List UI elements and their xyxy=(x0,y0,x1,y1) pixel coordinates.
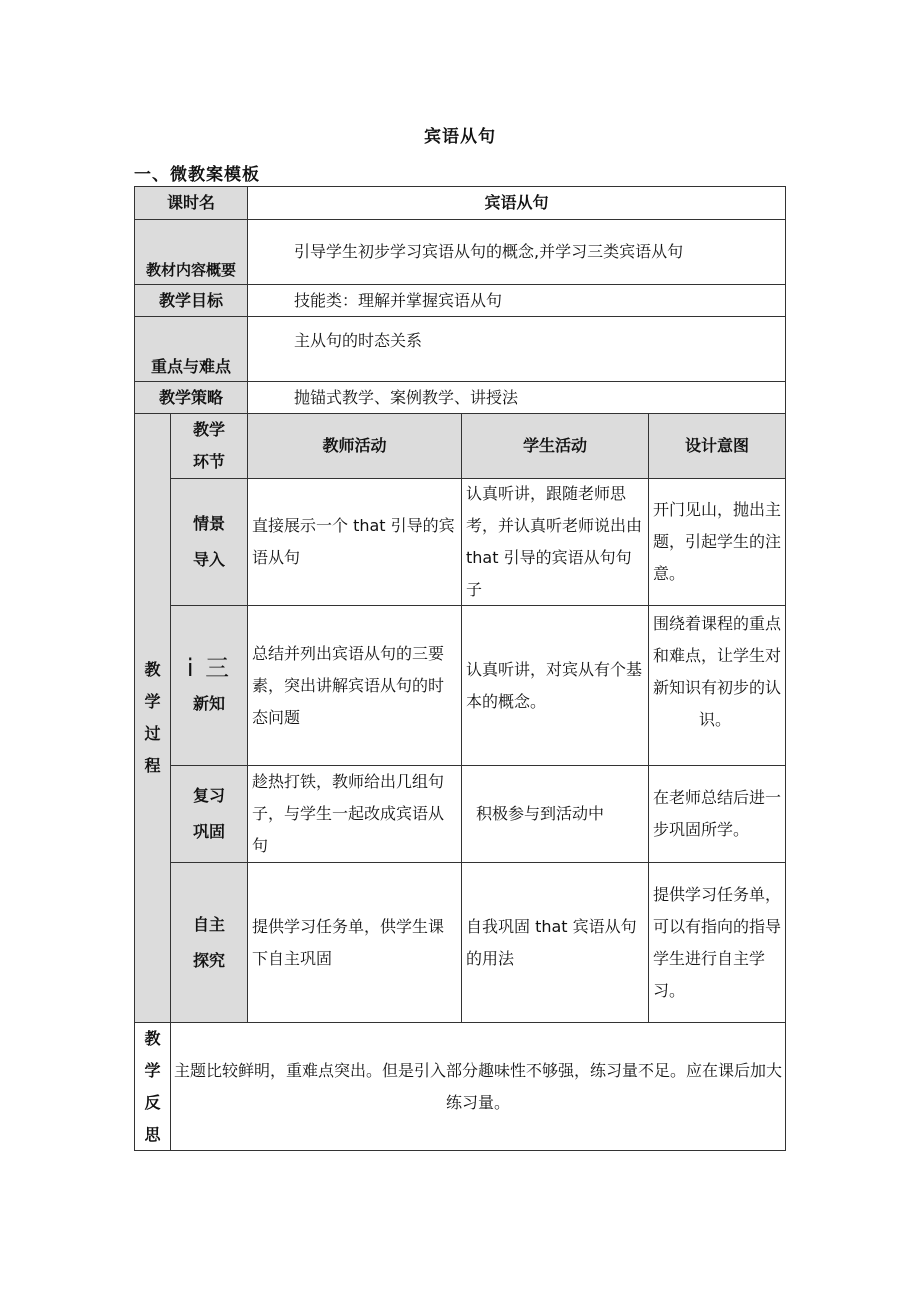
teacher-header: 教师活动 xyxy=(247,413,462,479)
student-header: 学生活动 xyxy=(461,413,649,479)
stage-label-group xyxy=(187,650,231,722)
stage-cell xyxy=(170,605,248,766)
student-activity xyxy=(461,765,649,863)
design-intent-tail: 识。 xyxy=(699,710,732,729)
teacher-activity xyxy=(247,765,462,863)
teacher-activity xyxy=(247,862,462,1023)
lesson-name-value: 宾语从句 xyxy=(247,186,786,220)
student-activity-text: 积极参与到活动中 xyxy=(476,804,605,823)
design-intent-group xyxy=(653,608,783,736)
stage-cell xyxy=(170,765,248,863)
stage-label: 新知 xyxy=(192,693,225,713)
process-label xyxy=(134,413,171,1023)
keypoints-value: 主从句的时态关系 xyxy=(247,316,786,382)
stage-label: 自主探究 xyxy=(192,914,225,970)
student-activity-text: 自我巩固 that 宾语从句的用法 xyxy=(466,916,637,968)
reflection-value xyxy=(170,1022,786,1151)
stage-header xyxy=(170,413,248,479)
overview-value: 引导学生初步学习宾语从句的概念,并学习三类宾语从句 xyxy=(247,219,786,285)
stage-glyph: i 三 xyxy=(186,653,232,682)
student-activity-text: 认真听讲，跟随老师思考，并认真听老师说出由 that 引导的宾语从句句子 xyxy=(466,484,643,599)
lesson-plan-table xyxy=(134,186,786,1151)
section-heading: 一、微教案模板 xyxy=(134,165,260,185)
stage-header-text: 教学环节 xyxy=(192,420,225,471)
student-activity xyxy=(461,478,649,606)
reflection-label-text: 教学反思 xyxy=(144,1028,161,1144)
lesson-name-label: 课时名 xyxy=(134,186,248,220)
design-intent xyxy=(648,478,786,606)
teacher-activity xyxy=(247,478,462,606)
design-intent xyxy=(648,765,786,863)
design-intent-text: 提供学习任务单，可以有指向的指导学生进行自主学习。 xyxy=(653,884,782,1000)
design-intent xyxy=(648,862,786,1023)
design-header: 设计意图 xyxy=(648,413,786,479)
strategy-label: 教学策略 xyxy=(134,381,248,414)
strategy-value: 抛锚式教学、案例教学、讲授法 xyxy=(247,381,786,414)
design-intent-text: 围绕着课程的重点和难点，让学生对新知识有初步的认 xyxy=(653,614,782,697)
overview-label: 教材内容概要 xyxy=(134,219,248,285)
stage-label: 复习巩固 xyxy=(192,786,225,841)
teacher-activity-text: 直接展示一个 that 引导的宾语从句 xyxy=(252,516,455,567)
design-intent-text: 开门见山，抛出主题，引起学生的注意。 xyxy=(653,500,782,583)
page-title: 宾语从句 xyxy=(424,127,496,147)
teacher-activity xyxy=(247,605,462,766)
student-activity-text: 认真听讲，对宾从有个基本的概念。 xyxy=(466,659,643,711)
design-intent-text: 在老师总结后进一步巩固所学。 xyxy=(653,788,782,839)
teacher-activity-text: 趁热打铁，教师给出几组句子，与学生一起改成宾语从句 xyxy=(252,772,445,855)
process-label-text: 教学过程 xyxy=(144,660,161,775)
teacher-activity-text: 总结并列出宾语从句的三要素，突出讲解宾语从句的时态问题 xyxy=(252,643,445,727)
stage-cell xyxy=(170,862,248,1023)
student-activity xyxy=(461,605,649,766)
objective-label: 教学目标 xyxy=(134,284,248,317)
stage-cell xyxy=(170,478,248,606)
reflection-label xyxy=(134,1022,171,1151)
reflection-value-text: 主题比较鲜明，重难点突出。但是引入部分趣味性不够强，练习量不足。应在课后加大练习量。 xyxy=(173,1060,782,1112)
student-activity xyxy=(461,862,649,1023)
objective-value: 技能类：理解并掌握宾语从句 xyxy=(247,284,786,317)
keypoints-label: 重点与难点 xyxy=(134,316,248,382)
design-intent xyxy=(648,605,786,766)
teacher-activity-text: 提供学习任务单，供学生课下自主巩固 xyxy=(252,916,445,968)
stage-label: 情景导入 xyxy=(192,514,225,569)
